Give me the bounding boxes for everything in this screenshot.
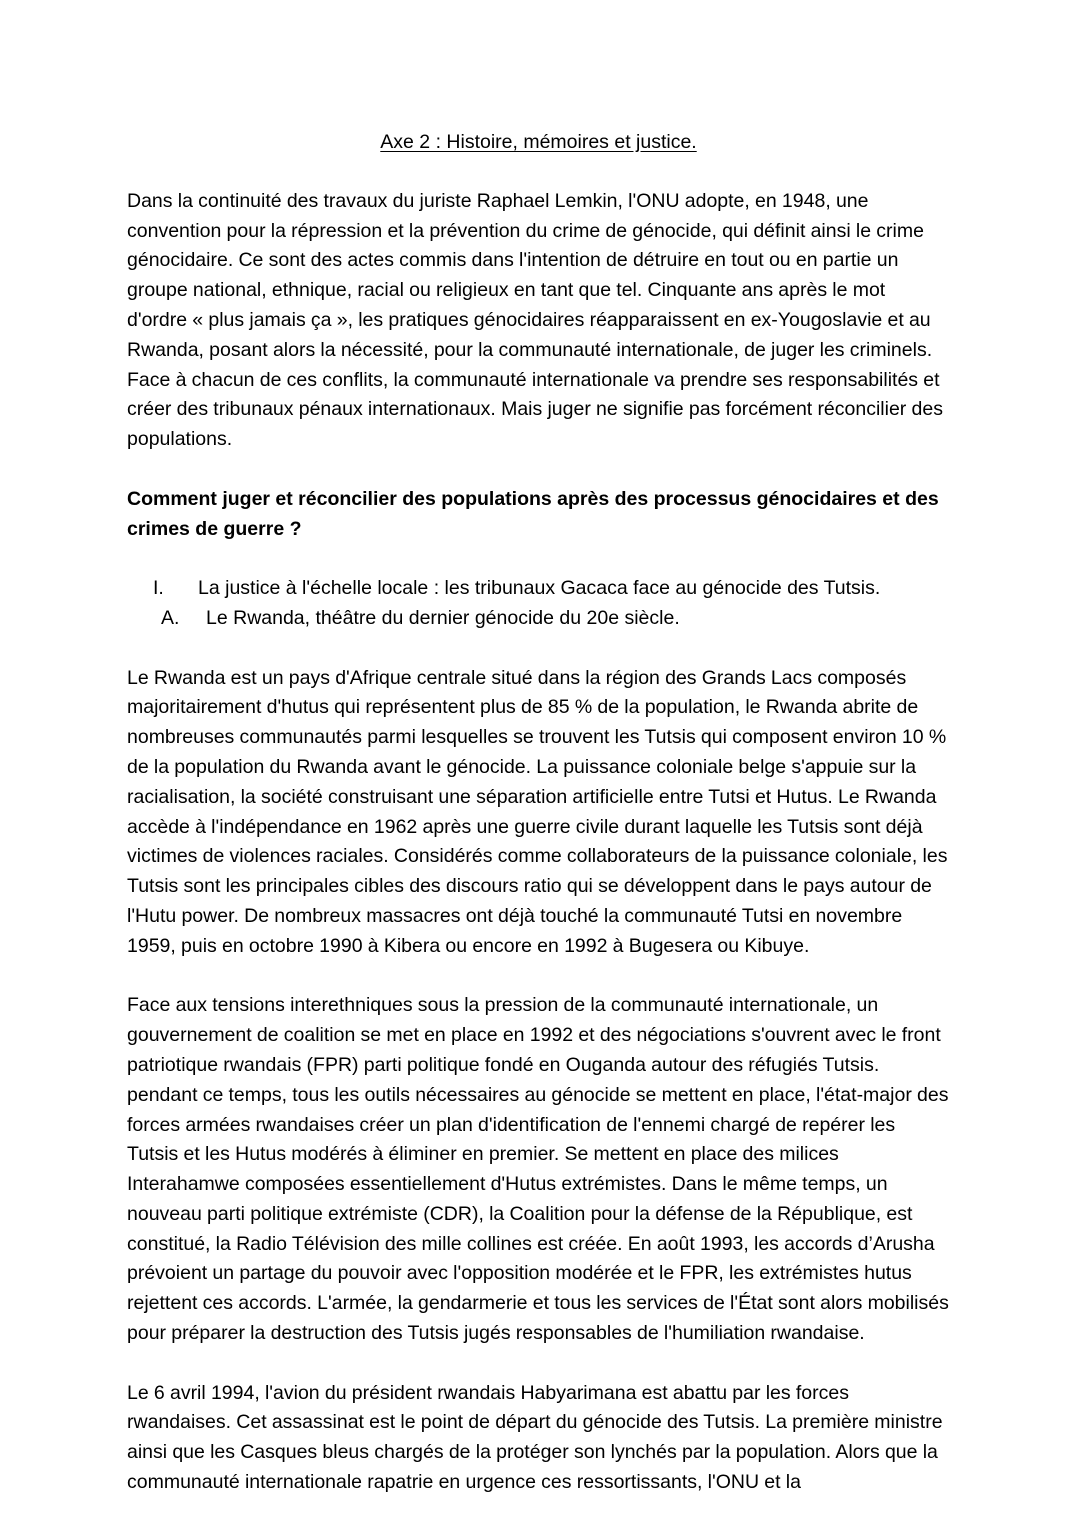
outline-item-letter-a	[127, 604, 950, 634]
spacer-after-outline	[127, 634, 950, 664]
outline-item-label: La justice à l'échelle locale : les tribunaux Gacaca face au génocide des Tutsis.	[198, 577, 881, 600]
spacer-before-outline	[127, 544, 950, 574]
spacer-before-question	[127, 455, 950, 485]
spacer-before-tensions	[127, 962, 950, 992]
page-title-text: Axe 2 : Histoire, mémoires et justice.	[380, 131, 697, 153]
paragraph-rwanda-context: Le Rwanda est un pays d'Afrique centrale situé dans la région des Grands Lacs composés majoritairement d'hutus qui représentent plus de 85 % de la population, le Rwanda abrite de nombreuses communautés parmi lesquelles se trouvent les Tutsis qui composent environ 10 % de la population du Rwanda avant le génocide. La puissance coloniale belge s'appuie sur la racialisation, la société construisant une séparation artificielle entre Tutsi et Hutus. Le Rwanda accède à l'indépendance en 1962 après une guerre civile durant laquelle les Tutsis sont déjà victimes de violences raciales. Considérés comme collaborateurs de la puissance coloniale, les Tutsis sont les principales cibles des discours ratio qui se développent dans le pays autour de l'Hutu power. De nombreux massacres ont déjà touché la communauté Tutsi en novembre 1959, puis en octobre 1990 à Kibera ou encore en 1992 à Bugesera ou Kibuye.	[127, 666, 948, 957]
outline-marker: I.	[153, 577, 164, 600]
outline-item-label: Le Rwanda, théâtre du dernier génocide du 20e siècle.	[206, 606, 680, 629]
problematic-question: Comment juger et réconcilier des populations après des processus génocidaires et des crimes de guerre ?	[127, 487, 939, 540]
outline-list	[127, 574, 950, 634]
outline-marker: A.	[161, 606, 180, 629]
paragraph-tensions: Face aux tensions interethniques sous la pression de la communauté internationale, un gouvernement de coalition se met en place en 1992 et des négociations s'ouvrent avec le front patriotique rwandais (FPR) parti politique fondé en Ouganda autour des réfugiés Tutsis. pendant ce temps, tous les outils nécessaires au génocide se mettent en place, l'état-major des forces armées rwandaises créer un plan d'identification de l'ennemi chargé de repérer les Tutsis et les Hutus modérés à éliminer en premier. Se mettent en place des milices Interahamwe composées essentiellement d'Hutus extrémistes. Dans le même temps, un nouveau parti politique extrémiste (CDR), la Coalition pour la défense de la République, est constitué, la Radio Télévision des mille collines est créée. En août 1993, les accords d’Arusha prévoient un partage du pouvoir avec l'opposition modérée et le FPR, les extrémistes hutus rejettent ces accords. L'armée, la gendarmerie et tous les services de l'État sont alors mobilisés pour préparer la destruction des Tutsis jugés responsables de l'humiliation rwandaise.	[127, 994, 949, 1345]
outline-item-roman-one	[127, 574, 950, 604]
spacer-after-title	[127, 157, 950, 187]
spacer-before-avril	[127, 1349, 950, 1379]
paragraph-avril-1994: Le 6 avril 1994, l'avion du président rwandais Habyarimana est abattu par les forces rwandaises. Cet assassinat est le point de départ du génocide des Tutsis. La première ministre ainsi que les Casques bleus chargés de la protéger son lynchés par la population. Alors que la communauté internationale rapatrie en urgence ces ressortissants, l'ONU et la	[127, 1381, 943, 1494]
paragraph-intro: Dans la continuité des travaux du juriste Raphael Lemkin, l'ONU adopte, en 1948, une convention pour la répression et la prévention du crime de génocide, qui définit ainsi le crime génocidaire. Ce sont des actes commis dans l'intention de détruire en tout ou en partie un groupe national, ethnique, racial ou religieux en tant que tel. Cinquante ans après le mot d'ordre « plus jamais ça », les pratiques génocidaires réapparaissent en ex-Yougoslavie et au Rwanda, posant alors la nécessité, pour la communauté internationale, de juger les criminels. Face à chacun de ces conflits, la communauté internationale va prendre ses responsabilités et créer des tribunaux pénaux internationaux. Mais juger ne signifie pas forcément réconcilier des populations.	[127, 189, 943, 451]
page-title	[127, 128, 950, 157]
